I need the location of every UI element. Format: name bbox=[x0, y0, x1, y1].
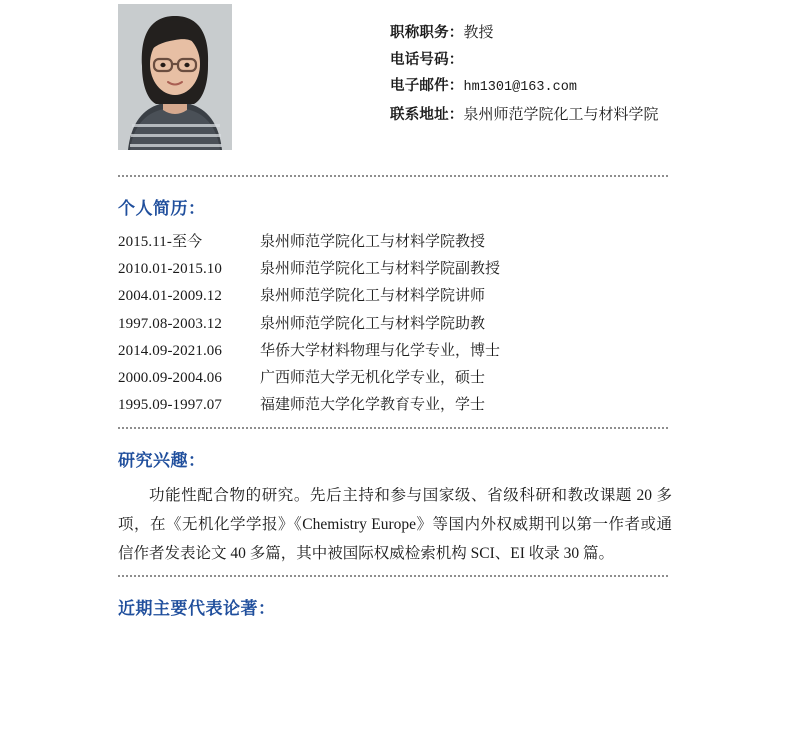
separator-after-resume bbox=[118, 426, 668, 429]
resume-description: 广西师范大学无机化学专业，硕士 bbox=[260, 370, 486, 387]
separator-top bbox=[118, 174, 668, 177]
contact-label-email: 电子邮件： bbox=[390, 78, 464, 94]
section-heading-interest: 研究兴趣： bbox=[118, 451, 206, 471]
contact-row-phone bbox=[390, 47, 659, 74]
contact-label-title: 职称职务： bbox=[390, 25, 464, 41]
list-item bbox=[118, 338, 668, 365]
contact-info bbox=[390, 4, 659, 128]
resume-period: 2010.01-2015.10 bbox=[118, 261, 222, 278]
portrait-photo-graphic bbox=[118, 4, 232, 150]
resume-description: 泉州师范学院化工与材料学院副教授 bbox=[260, 261, 501, 278]
list-item bbox=[118, 365, 668, 392]
contact-row-email bbox=[390, 73, 659, 102]
research-interest-text: 功能性配合物的研究。先后主持和参与国家级、省级科研和教改课题 20 多项，在《无机化学学报》《Chemistry Europe》等国内外权威期刊以第一作者或通信作者发表论文 40 多篇，其中被国际权威检索机构 SCI、EI 收录 30 篇。 bbox=[118, 487, 672, 563]
contact-row-title bbox=[390, 20, 659, 47]
resume-description: 泉州师范学院化工与材料学院教授 bbox=[260, 234, 486, 250]
list-item bbox=[118, 283, 668, 310]
contact-value-title: 教授 bbox=[463, 25, 494, 41]
resume-period: 2015.11-至今 bbox=[118, 234, 203, 250]
list-item bbox=[118, 229, 668, 256]
resume-period: 2004.01-2009.12 bbox=[118, 288, 222, 305]
resume-period: 1997.08-2003.12 bbox=[118, 315, 222, 332]
resume-description: 华侨大学材料物理与化学专业，博士 bbox=[260, 342, 501, 359]
resume-description: 泉州师范学院化工与材料学院讲师 bbox=[260, 288, 486, 305]
resume-period: 2000.09-2004.06 bbox=[118, 370, 222, 387]
resume-period: 1995.09-1997.07 bbox=[118, 397, 222, 414]
portrait-photo bbox=[118, 4, 232, 150]
contact-label-phone: 电话号码： bbox=[390, 51, 464, 68]
profile-header bbox=[118, 0, 786, 150]
section-heading-publications: 近期主要代表论著： bbox=[118, 599, 276, 619]
resume-period: 2014.09-2021.06 bbox=[118, 342, 222, 359]
contact-row-address bbox=[390, 102, 659, 129]
list-item bbox=[118, 392, 668, 419]
contact-label-address: 联系地址： bbox=[390, 106, 464, 123]
list-item bbox=[118, 311, 668, 338]
resume-description: 福建师范大学化学教育专业，学士 bbox=[260, 397, 486, 414]
contact-value-address: 泉州师范学院化工与材料学院 bbox=[463, 106, 659, 123]
contact-value-email[interactable]: hm1301@163.com bbox=[463, 80, 577, 95]
list-item bbox=[118, 256, 668, 283]
resume-list bbox=[118, 229, 668, 419]
resume-description: 泉州师范学院化工与材料学院助教 bbox=[260, 315, 486, 332]
separator-after-interest bbox=[118, 574, 668, 577]
section-heading-resume: 个人简历： bbox=[118, 199, 206, 218]
